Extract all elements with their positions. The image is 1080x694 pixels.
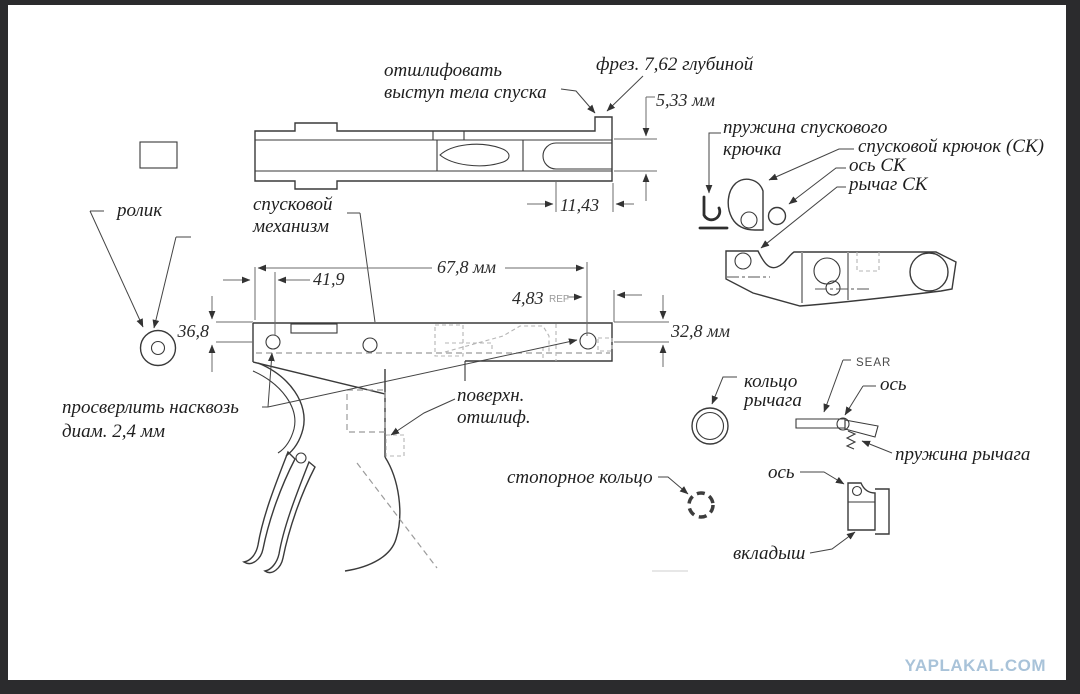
grip-hidden-diagonal (357, 463, 437, 568)
lever-ring-label-1: кольцо (744, 371, 798, 392)
watermark: YAPLAKAL.COM (904, 656, 1046, 675)
lever-ring-part (692, 377, 737, 444)
top-notch (291, 324, 337, 333)
sear-wedge (845, 420, 878, 437)
dim-5-33 (614, 97, 657, 201)
dim-1143-text: 11,43 (560, 195, 600, 215)
trigger-blade-2 (265, 462, 315, 573)
roller-leader-2 (154, 237, 191, 328)
lever-ring-outer (692, 408, 728, 444)
hook-spring-label-1: пружина спускового (723, 117, 888, 138)
hook-hole (741, 212, 757, 228)
keyhole-top (814, 258, 840, 284)
dim-678-text: 67,8 мм (437, 257, 496, 277)
roller-inner (152, 342, 165, 355)
hook-axis-label: ось СК (849, 155, 906, 176)
dim-ref-text: REF (549, 294, 569, 305)
lever-ring-inner (697, 413, 724, 440)
hook-leader (769, 149, 854, 180)
mill-label: фрез. 7,62 глубиной (596, 54, 754, 75)
hidden-rect-d (598, 338, 612, 351)
lever-ring-leader (712, 377, 737, 404)
teardrop-cutout (440, 144, 509, 166)
lever-ring-label-2: рычага (744, 390, 802, 411)
insert-axis-leader (800, 472, 844, 484)
body-ticks (433, 131, 464, 140)
grind-label-1: отшлифовать (384, 60, 503, 81)
drill-leader-1 (262, 353, 272, 407)
grind-leader (561, 89, 595, 113)
surface-label-1: поверхн. (457, 385, 525, 406)
retaining-ring-shape (689, 493, 713, 517)
trigger-blade-1 (244, 452, 295, 564)
surface-label-2: отшлиф. (457, 407, 531, 428)
retaining-ring-leader (658, 477, 688, 494)
lever-big-hole (910, 253, 948, 291)
insert-axis-hole (853, 487, 862, 496)
plate-outline (253, 323, 612, 362)
lever-spring-leader (862, 441, 892, 453)
mechanism-label-1: спусковой (253, 194, 333, 215)
mill-leader (607, 76, 643, 111)
hidden-detail-lines (445, 324, 556, 361)
trigger-body-outline (255, 117, 612, 189)
insert-axis-label: ось (768, 462, 795, 483)
hole-middle (363, 338, 377, 352)
hidden-rect-c (435, 325, 463, 356)
drill-label-1: просверлить насквозь (62, 397, 239, 418)
dim-4-83 (567, 290, 642, 322)
insert-leader (810, 532, 855, 553)
dim-368-text: 36,8 (177, 321, 209, 341)
insert-flange (875, 489, 889, 534)
dim-32-8 (614, 295, 669, 367)
drill-label-2: диам. 2,4 мм (62, 421, 165, 442)
roller-outer (141, 331, 176, 366)
dim-419-text: 41,9 (313, 269, 345, 289)
roller-square-view (140, 142, 177, 168)
mechanism-label-2: механизм (253, 216, 329, 237)
lever-bend-lines (802, 252, 848, 303)
spring-leader (709, 133, 721, 193)
sear-axis-label: ось (880, 374, 907, 395)
hidden-rect-b (386, 435, 404, 456)
dim-533-text: 5,33 мм (656, 90, 715, 110)
drill-leader-2 (268, 340, 577, 407)
lever-outline (726, 251, 956, 306)
roller-leader-1 (90, 211, 143, 327)
surface-leader (391, 399, 455, 435)
hook-axis-pin (769, 208, 786, 225)
insert-label: вкладыш (733, 543, 806, 564)
roller-part (90, 211, 191, 366)
body-inner-lines (255, 140, 612, 171)
retaining-ring-part (658, 477, 713, 517)
trigger-hook-shape (728, 179, 763, 230)
lever-leader (761, 187, 846, 248)
grip-bottom-arc (345, 457, 400, 571)
lever-hole (735, 253, 751, 269)
sear-leader (824, 360, 851, 412)
hook-axis-leader (789, 168, 846, 204)
dim-36-8 (212, 296, 253, 372)
hole-right (580, 333, 596, 349)
hook-spring (704, 197, 720, 220)
dim-483-text: 4,83 (512, 288, 544, 308)
lever-centerlines (727, 277, 872, 289)
sear-label: SEAR (856, 357, 892, 369)
mechanism-body (244, 213, 612, 573)
blade-pivot (296, 453, 306, 463)
lever-spring-label: пружина рычага (895, 444, 1031, 465)
grind-label-2: выступ тела спуска (384, 82, 547, 103)
sear-assembly (796, 360, 892, 453)
rounded-slot (543, 143, 612, 169)
hook-spring-label-2: крючка (723, 139, 782, 160)
roller-label: ролик (117, 200, 163, 221)
retaining-ring-label: стопорное кольцо (507, 467, 653, 488)
sear-axis-leader (845, 386, 876, 415)
dim-328-text: 32,8 мм (671, 321, 730, 341)
hidden-rect-a (347, 390, 385, 432)
sear-spring-coil (847, 431, 855, 449)
hook-lever-label: рычаг СК (849, 174, 928, 195)
lever-hidden-rect (857, 252, 879, 271)
hole-left (266, 335, 280, 349)
dim-41-9 (223, 272, 310, 336)
hook-label: спусковой крючок (СК) (858, 136, 1044, 157)
grip-slope-line (253, 362, 385, 394)
hook-lever-part (726, 251, 956, 306)
